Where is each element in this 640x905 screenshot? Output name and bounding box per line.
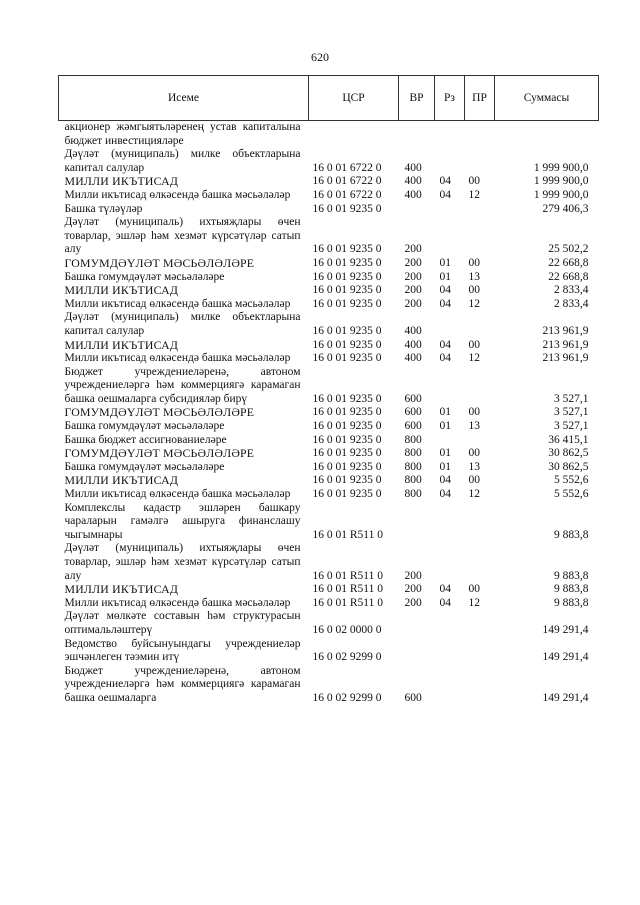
cell-csr: 16 0 01 R511 0 — [312, 528, 383, 541]
cell-sum: 9 883,8 — [554, 583, 589, 596]
cell-csr: 16 0 01 9235 0 — [312, 420, 382, 433]
table-row — [59, 298, 599, 312]
table-row — [59, 420, 599, 434]
cell-name: Ведомство буйсынуындагы учреждениеләр эшчәнлеген тәэмин итү — [64, 637, 301, 664]
cell-vr: 800 — [404, 474, 422, 487]
cell-name: ГОМУМДӘҮЛӘТ МӘСЬӘЛӘЛӘРЕ — [64, 446, 255, 461]
cell-name: Милли икътисад өлкәсендә башка мәсьәләләр — [64, 488, 291, 501]
page-number: 620 — [311, 50, 329, 64]
cell-vr: 200 — [404, 284, 422, 297]
table-row — [59, 203, 599, 217]
cell-vr: 400 — [404, 175, 422, 188]
table-row — [59, 339, 599, 353]
cell-sum: 149 291,4 — [542, 691, 589, 704]
cell-csr: 16 0 01 9235 0 — [312, 352, 382, 365]
cell-vr: 400 — [404, 352, 422, 365]
cell-csr: 16 0 01 R511 0 — [312, 583, 383, 596]
cell-name: МИЛЛИ ИКЪТИСАД — [64, 582, 179, 597]
cell-vr: 600 — [404, 406, 422, 419]
cell-name: МИЛЛИ ИКЪТИСАД — [64, 337, 179, 352]
column-header-csr: ЦСР — [309, 76, 399, 121]
cell-csr: 16 0 01 9235 0 — [312, 297, 382, 310]
table-row — [59, 597, 599, 611]
column-header-pr: ПР — [465, 76, 495, 121]
cell-rz — [435, 665, 465, 706]
cell-vr: 400 — [404, 324, 422, 337]
cell-csr: 16 0 01 9235 0 — [312, 338, 382, 351]
cell-rz — [435, 121, 465, 149]
cell-pr: 13 — [468, 460, 480, 473]
cell-rz — [435, 610, 465, 637]
cell-pr: 12 — [468, 297, 480, 310]
column-header-vr: ВР — [399, 76, 435, 121]
table-row — [59, 148, 599, 175]
cell-vr: 800 — [404, 460, 422, 473]
cell-sum: 213 961,9 — [542, 324, 589, 337]
cell-sum: 3 527,1 — [554, 420, 589, 433]
cell-pr: 12 — [468, 188, 480, 201]
cell-vr: 200 — [404, 243, 422, 256]
table-row — [59, 583, 599, 597]
cell-pr: 12 — [468, 488, 480, 501]
cell-pr: 00 — [468, 175, 480, 188]
cell-rz — [435, 638, 465, 665]
cell-rz — [435, 366, 465, 407]
cell-rz: 01 — [439, 447, 451, 460]
cell-sum: 5 552,6 — [554, 474, 589, 487]
budget-table — [58, 75, 599, 706]
cell-name: Милли икътисад өлкәсендә башка мәсьәләләр — [64, 297, 291, 310]
cell-name: ГОМУМДӘҮЛӘТ МӘСЬӘЛӘЛӘРЕ — [64, 255, 255, 270]
cell-name: МИЛЛИ ИКЪТИСАД — [64, 473, 179, 488]
cell-rz: 01 — [439, 420, 451, 433]
cell-rz: 04 — [439, 284, 451, 297]
table-row — [59, 271, 599, 285]
table-row — [59, 284, 599, 298]
cell-vr: 400 — [404, 188, 422, 201]
cell-pr — [465, 216, 495, 257]
table-row — [59, 311, 599, 338]
table-row — [59, 366, 599, 407]
cell-csr: 16 0 01 9235 0 — [312, 406, 382, 419]
cell-name: Башка бюджет ассигнованиеләре — [64, 433, 227, 446]
cell-sum: 9 883,8 — [554, 569, 589, 582]
cell-rz: 01 — [439, 256, 451, 269]
cell-rz: 04 — [439, 583, 451, 596]
cell-rz — [435, 502, 465, 543]
cell-pr — [465, 610, 495, 637]
cell-sum: 5 552,6 — [554, 488, 589, 501]
cell-name: Башка гомумдәүләт мәсьәләләре — [64, 270, 225, 283]
cell-rz — [435, 542, 465, 583]
cell-name: Комплекслы кадастр эшләрен башкару чараларын гамәлгә ашыруга финанслашу чыгымнары — [64, 501, 301, 541]
table-row — [59, 257, 599, 271]
cell-sum: 149 291,4 — [542, 623, 589, 636]
cell-csr: 16 0 01 6722 0 — [312, 175, 382, 188]
cell-csr: 16 0 01 9235 0 — [312, 474, 382, 487]
cell-name: Башка түләүләр — [64, 202, 143, 215]
cell-sum: 2 833,4 — [554, 297, 589, 310]
cell-rz — [435, 434, 465, 448]
cell-name: МИЛЛИ ИКЪТИСАД — [64, 283, 179, 298]
cell-vr: 800 — [404, 447, 422, 460]
cell-name: Дәүләт (муниципаль) ихтыяҗлары өчен товарлар, эшләр һәм хезмәт күрсәтүләр сатып алу — [64, 216, 301, 256]
cell-name: Бюджет учреждениеләренә, автоном учреждениеләргә һәм коммерциягә карамаган башка оешмаларга — [64, 664, 301, 704]
cell-sum — [495, 121, 599, 149]
cell-pr: 00 — [468, 447, 480, 460]
table-row — [59, 610, 599, 637]
cell-pr — [465, 311, 495, 338]
cell-sum: 1 999 900,0 — [533, 161, 589, 174]
cell-pr: 12 — [468, 352, 480, 365]
cell-name: Дәүләт мөлкәте составын һәм структурасын оптимальләштерү — [64, 610, 301, 636]
cell-csr: 16 0 01 9235 0 — [312, 256, 382, 269]
table-header — [59, 76, 599, 121]
cell-vr: 200 — [404, 270, 422, 283]
column-header-rz: Рз — [435, 76, 465, 121]
cell-sum: 22 668,8 — [548, 256, 589, 269]
cell-vr: 200 — [404, 583, 422, 596]
cell-csr: 16 0 01 9235 0 — [312, 284, 382, 297]
cell-vr: 600 — [404, 691, 422, 704]
cell-rz — [435, 216, 465, 257]
cell-pr — [465, 121, 495, 149]
cell-rz: 04 — [439, 474, 451, 487]
table-row — [59, 488, 599, 502]
cell-csr: 16 0 01 9235 0 — [312, 460, 382, 473]
column-header-sum: Суммасы — [495, 76, 599, 121]
table-row — [59, 189, 599, 203]
cell-vr — [399, 121, 435, 149]
cell-sum: 213 961,9 — [542, 352, 589, 365]
cell-rz — [435, 203, 465, 217]
cell-vr: 400 — [404, 161, 422, 174]
cell-pr — [465, 434, 495, 448]
cell-csr: 16 0 01 9235 0 — [312, 243, 382, 256]
cell-pr: 00 — [468, 284, 480, 297]
cell-vr: 200 — [404, 569, 422, 582]
cell-name: Дәүләт (муниципаль) милке объектларына капитал салулар — [64, 311, 301, 337]
cell-sum: 30 862,5 — [548, 460, 589, 473]
cell-vr: 600 — [404, 420, 422, 433]
cell-pr: 00 — [468, 256, 480, 269]
cell-csr: 16 0 01 9235 0 — [312, 324, 382, 337]
cell-sum: 22 668,8 — [548, 270, 589, 283]
cell-csr: 16 0 02 9299 0 — [312, 651, 382, 664]
cell-vr: 600 — [404, 392, 422, 405]
cell-csr: 16 0 01 9235 0 — [312, 433, 382, 446]
table-row — [59, 638, 599, 665]
cell-pr — [465, 366, 495, 407]
cell-pr: 00 — [468, 583, 480, 596]
cell-name: Дәүләт (муниципаль) ихтыяҗлары өчен товарлар, эшләр һәм хезмәт күрсәтүләр сатып алу — [64, 542, 301, 582]
cell-rz: 04 — [439, 175, 451, 188]
cell-pr — [465, 203, 495, 217]
table-row — [59, 447, 599, 461]
cell-vr — [399, 203, 435, 217]
cell-vr: 200 — [404, 256, 422, 269]
cell-sum: 1 999 900,0 — [533, 188, 589, 201]
cell-name: ГОМУМДӘҮЛӘТ МӘСЬӘЛӘЛӘРЕ — [64, 405, 255, 420]
cell-pr: 13 — [468, 270, 480, 283]
cell-sum: 30 862,5 — [548, 447, 589, 460]
cell-csr: 16 0 01 R511 0 — [312, 596, 383, 609]
cell-csr: 16 0 01 6722 0 — [312, 161, 382, 174]
cell-rz: 04 — [439, 188, 451, 201]
cell-rz: 04 — [439, 596, 451, 609]
cell-name: акционер жәмгыятьләренең устав капиталына бюджет инвестицияләре — [64, 121, 301, 147]
cell-csr: 16 0 01 9235 0 — [312, 488, 382, 501]
table-body — [59, 121, 599, 706]
cell-sum: 2 833,4 — [554, 284, 589, 297]
cell-sum: 213 961,9 — [542, 338, 589, 351]
cell-sum: 149 291,4 — [542, 651, 589, 664]
cell-vr — [399, 502, 435, 543]
cell-csr: 16 0 02 9299 0 — [312, 691, 382, 704]
cell-pr: 00 — [468, 474, 480, 487]
cell-pr: 00 — [468, 406, 480, 419]
cell-csr — [309, 121, 399, 149]
cell-csr: 16 0 01 R511 0 — [312, 569, 383, 582]
cell-sum: 3 527,1 — [554, 392, 589, 405]
table-row — [59, 502, 599, 543]
cell-sum: 9 883,8 — [554, 596, 589, 609]
cell-rz: 01 — [439, 460, 451, 473]
cell-rz: 04 — [439, 297, 451, 310]
cell-pr — [465, 638, 495, 665]
cell-sum: 3 527,1 — [554, 406, 589, 419]
table-row — [59, 542, 599, 583]
cell-pr: 12 — [468, 596, 480, 609]
table-row — [59, 665, 599, 706]
cell-pr — [465, 148, 495, 175]
cell-vr: 800 — [404, 433, 422, 446]
cell-name: Дәүләт (муниципаль) милке объектларына капитал салулар — [64, 148, 301, 174]
table-row — [59, 474, 599, 488]
table-row — [59, 406, 599, 420]
cell-pr: 00 — [468, 338, 480, 351]
cell-pr — [465, 542, 495, 583]
cell-pr — [465, 665, 495, 706]
table-row — [59, 461, 599, 475]
cell-sum: 1 999 900,0 — [533, 175, 589, 188]
cell-sum: 9 883,8 — [554, 528, 589, 541]
cell-vr: 200 — [404, 596, 422, 609]
cell-vr: 200 — [404, 297, 422, 310]
cell-csr: 16 0 01 9235 0 — [312, 270, 382, 283]
cell-sum: 36 415,1 — [548, 433, 589, 446]
table-row — [59, 434, 599, 448]
column-header-name: Исеме — [59, 76, 309, 121]
table-row — [59, 352, 599, 366]
cell-sum: 25 502,2 — [548, 243, 589, 256]
cell-sum: 279 406,3 — [542, 202, 589, 215]
cell-rz: 01 — [439, 270, 451, 283]
cell-csr: 16 0 01 9235 0 — [312, 447, 382, 460]
table-row — [59, 216, 599, 257]
cell-name: Башка гомумдәүләт мәсьәләләре — [64, 460, 225, 473]
table-row — [59, 175, 599, 189]
cell-name: Милли икътисад өлкәсендә башка мәсьәләләр — [64, 188, 291, 201]
cell-csr: 16 0 01 6722 0 — [312, 188, 382, 201]
cell-name: Милли икътисад өлкәсендә башка мәсьәләләр — [64, 596, 291, 609]
cell-csr: 16 0 01 9235 0 — [312, 202, 382, 215]
cell-pr: 13 — [468, 420, 480, 433]
cell-name: Милли икътисад өлкәсендә башка мәсьәләләр — [64, 352, 291, 365]
cell-rz: 01 — [439, 406, 451, 419]
cell-name: Башка гомумдәүләт мәсьәләләре — [64, 420, 225, 433]
cell-csr: 16 0 02 0000 0 — [312, 623, 382, 636]
cell-name: МИЛЛИ ИКЪТИСАД — [64, 174, 179, 189]
cell-vr — [399, 638, 435, 665]
cell-vr: 400 — [404, 338, 422, 351]
cell-rz — [435, 148, 465, 175]
cell-pr — [465, 502, 495, 543]
cell-rz: 04 — [439, 338, 451, 351]
table-row — [59, 121, 599, 149]
cell-rz — [435, 311, 465, 338]
cell-name: Бюджет учреждениеләренә, автоном учреждениеләргә һәм коммерциягә карамаган башка оешмаларга субсидияләр бирү — [64, 365, 301, 405]
cell-rz: 04 — [439, 352, 451, 365]
cell-csr: 16 0 01 9235 0 — [312, 392, 382, 405]
cell-vr — [399, 610, 435, 637]
cell-vr: 800 — [404, 488, 422, 501]
cell-rz: 04 — [439, 488, 451, 501]
